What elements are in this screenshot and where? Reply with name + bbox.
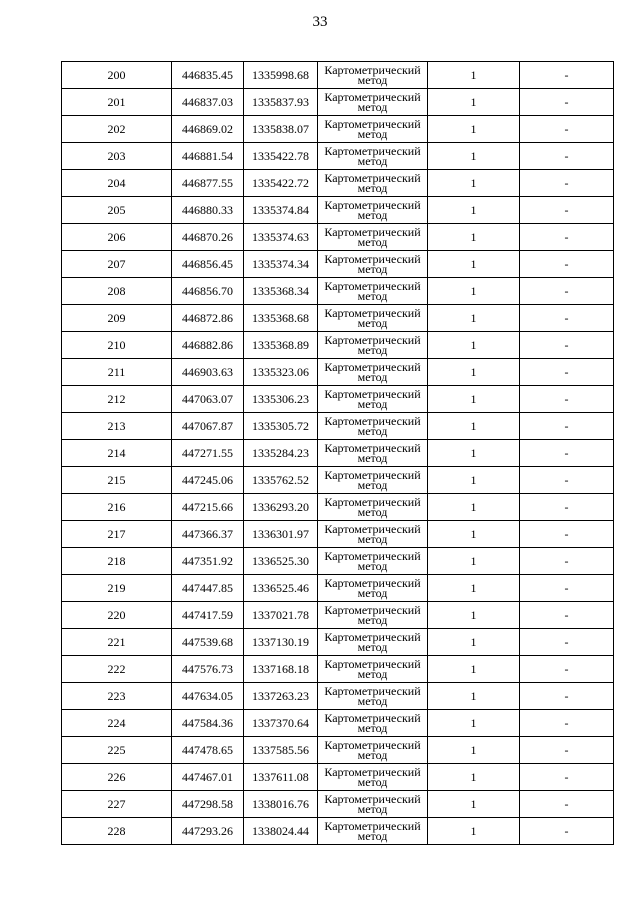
method-cell [318, 494, 428, 521]
table-row [62, 143, 614, 170]
table-row [62, 575, 614, 602]
method-cell [318, 251, 428, 278]
method-line1: Картометрический [324, 657, 421, 671]
x-coordinate-cell: 447417.59 [172, 602, 244, 629]
note-cell: - [520, 197, 614, 224]
method-cell [318, 575, 428, 602]
y-coordinate-cell: 1337370.64 [244, 710, 318, 737]
table-row [62, 494, 614, 521]
method-cell [318, 602, 428, 629]
table-row [62, 629, 614, 656]
y-coordinate-cell: 1335368.34 [244, 278, 318, 305]
x-coordinate-cell: 447215.66 [172, 494, 244, 521]
note-cell: - [520, 89, 614, 116]
y-coordinate-cell: 1337130.19 [244, 629, 318, 656]
method-line2: метод [357, 451, 388, 465]
accuracy-cell: 1 [428, 224, 520, 251]
point-number-cell: 228 [62, 818, 172, 845]
x-coordinate-cell: 447478.65 [172, 737, 244, 764]
note-cell: - [520, 170, 614, 197]
method-cell [318, 548, 428, 575]
x-coordinate-cell: 446835.45 [172, 62, 244, 89]
method-line1: Картометрический [324, 279, 421, 293]
table-row [62, 683, 614, 710]
y-coordinate-cell: 1335284.23 [244, 440, 318, 467]
point-number-cell: 218 [62, 548, 172, 575]
note-cell: - [520, 602, 614, 629]
note-cell: - [520, 467, 614, 494]
point-number-cell: 219 [62, 575, 172, 602]
x-coordinate-cell: 447298.58 [172, 791, 244, 818]
table-row [62, 737, 614, 764]
method-cell [318, 359, 428, 386]
method-cell [318, 629, 428, 656]
accuracy-cell: 1 [428, 62, 520, 89]
method-cell [318, 305, 428, 332]
x-coordinate-cell: 447539.68 [172, 629, 244, 656]
method-line2: метод [357, 586, 388, 600]
table-row [62, 332, 614, 359]
x-coordinate-cell: 447063.07 [172, 386, 244, 413]
y-coordinate-cell: 1335374.84 [244, 197, 318, 224]
point-number-cell: 217 [62, 521, 172, 548]
method-line2: метод [357, 127, 388, 141]
method-line2: метод [357, 613, 388, 627]
method-cell [318, 116, 428, 143]
y-coordinate-cell: 1337021.78 [244, 602, 318, 629]
x-coordinate-cell: 446837.03 [172, 89, 244, 116]
note-cell: - [520, 710, 614, 737]
note-cell: - [520, 791, 614, 818]
accuracy-cell: 1 [428, 278, 520, 305]
y-coordinate-cell: 1335368.89 [244, 332, 318, 359]
method-line2: метод [357, 829, 388, 843]
y-coordinate-cell: 1335368.68 [244, 305, 318, 332]
y-coordinate-cell: 1336525.30 [244, 548, 318, 575]
y-coordinate-cell: 1337611.08 [244, 764, 318, 791]
y-coordinate-cell: 1335305.72 [244, 413, 318, 440]
table-row [62, 251, 614, 278]
y-coordinate-cell: 1335374.34 [244, 251, 318, 278]
method-line1: Картометрический [324, 819, 421, 833]
y-coordinate-cell: 1335306.23 [244, 386, 318, 413]
method-line1: Картометрический [324, 711, 421, 725]
table-row [62, 548, 614, 575]
x-coordinate-cell: 446881.54 [172, 143, 244, 170]
point-number-cell: 226 [62, 764, 172, 791]
method-line1: Картометрический [324, 468, 421, 482]
table-row [62, 764, 614, 791]
method-line1: Картометрический [324, 684, 421, 698]
method-line1: Картометрический [324, 306, 421, 320]
method-line2: метод [357, 802, 388, 816]
method-line2: метод [357, 289, 388, 303]
method-line2: метод [357, 262, 388, 276]
y-coordinate-cell: 1335838.07 [244, 116, 318, 143]
method-cell [318, 278, 428, 305]
method-line1: Картометрический [324, 630, 421, 644]
table-row [62, 521, 614, 548]
method-cell [318, 818, 428, 845]
y-coordinate-cell: 1335762.52 [244, 467, 318, 494]
accuracy-cell: 1 [428, 629, 520, 656]
coordinates-table-body [62, 62, 614, 845]
accuracy-cell: 1 [428, 89, 520, 116]
note-cell: - [520, 305, 614, 332]
table-row [62, 170, 614, 197]
point-number-cell: 224 [62, 710, 172, 737]
table-row [62, 305, 614, 332]
method-line1: Картометрический [324, 144, 421, 158]
accuracy-cell: 1 [428, 791, 520, 818]
point-number-cell: 211 [62, 359, 172, 386]
method-line2: метод [357, 73, 388, 87]
method-cell [318, 710, 428, 737]
accuracy-cell: 1 [428, 818, 520, 845]
y-coordinate-cell: 1337263.23 [244, 683, 318, 710]
method-cell [318, 62, 428, 89]
method-line2: метод [357, 478, 388, 492]
method-line1: Картометрический [324, 360, 421, 374]
accuracy-cell: 1 [428, 656, 520, 683]
point-number-cell: 212 [62, 386, 172, 413]
method-cell [318, 143, 428, 170]
note-cell: - [520, 143, 614, 170]
method-line1: Картометрический [324, 549, 421, 563]
method-line1: Картометрический [324, 333, 421, 347]
note-cell: - [520, 575, 614, 602]
method-line1: Картометрический [324, 117, 421, 131]
y-coordinate-cell: 1335837.93 [244, 89, 318, 116]
accuracy-cell: 1 [428, 413, 520, 440]
method-line1: Картометрический [324, 90, 421, 104]
method-line2: метод [357, 748, 388, 762]
table-row [62, 656, 614, 683]
method-line1: Картометрический [324, 171, 421, 185]
note-cell: - [520, 629, 614, 656]
method-line2: метод [357, 694, 388, 708]
note-cell: - [520, 764, 614, 791]
method-cell [318, 467, 428, 494]
x-coordinate-cell: 447447.85 [172, 575, 244, 602]
note-cell: - [520, 62, 614, 89]
note-cell: - [520, 656, 614, 683]
x-coordinate-cell: 447245.06 [172, 467, 244, 494]
point-number-cell: 208 [62, 278, 172, 305]
method-line1: Картометрический [324, 576, 421, 590]
accuracy-cell: 1 [428, 359, 520, 386]
x-coordinate-cell: 447366.37 [172, 521, 244, 548]
x-coordinate-cell: 446903.63 [172, 359, 244, 386]
x-coordinate-cell: 447067.87 [172, 413, 244, 440]
accuracy-cell: 1 [428, 143, 520, 170]
point-number-cell: 200 [62, 62, 172, 89]
table-row [62, 278, 614, 305]
table-row [62, 413, 614, 440]
table-row [62, 602, 614, 629]
method-line2: метод [357, 370, 388, 384]
table-row [62, 89, 614, 116]
note-cell: - [520, 386, 614, 413]
table-row [62, 440, 614, 467]
note-cell: - [520, 521, 614, 548]
y-coordinate-cell: 1336301.97 [244, 521, 318, 548]
note-cell: - [520, 737, 614, 764]
accuracy-cell: 1 [428, 467, 520, 494]
method-line2: метод [357, 505, 388, 519]
accuracy-cell: 1 [428, 440, 520, 467]
method-cell [318, 197, 428, 224]
method-line2: метод [357, 397, 388, 411]
accuracy-cell: 1 [428, 764, 520, 791]
accuracy-cell: 1 [428, 386, 520, 413]
y-coordinate-cell: 1337585.56 [244, 737, 318, 764]
x-coordinate-cell: 447351.92 [172, 548, 244, 575]
table-row [62, 116, 614, 143]
x-coordinate-cell: 447634.05 [172, 683, 244, 710]
point-number-cell: 227 [62, 791, 172, 818]
accuracy-cell: 1 [428, 548, 520, 575]
method-line1: Картометрический [324, 414, 421, 428]
table-row [62, 224, 614, 251]
method-line1: Картометрический [324, 603, 421, 617]
method-line1: Картометрический [324, 738, 421, 752]
y-coordinate-cell: 1337168.18 [244, 656, 318, 683]
y-coordinate-cell: 1335323.06 [244, 359, 318, 386]
y-coordinate-cell: 1335374.63 [244, 224, 318, 251]
method-line2: метод [357, 532, 388, 546]
y-coordinate-cell: 1338024.44 [244, 818, 318, 845]
note-cell: - [520, 332, 614, 359]
method-line2: метод [357, 559, 388, 573]
x-coordinate-cell: 447467.01 [172, 764, 244, 791]
method-line1: Картометрический [324, 495, 421, 509]
point-number-cell: 213 [62, 413, 172, 440]
method-line1: Картометрический [324, 252, 421, 266]
method-line1: Картометрический [324, 198, 421, 212]
method-line1: Картометрический [324, 765, 421, 779]
x-coordinate-cell: 446856.45 [172, 251, 244, 278]
note-cell: - [520, 440, 614, 467]
point-number-cell: 206 [62, 224, 172, 251]
x-coordinate-cell: 447271.55 [172, 440, 244, 467]
x-coordinate-cell: 447293.26 [172, 818, 244, 845]
accuracy-cell: 1 [428, 521, 520, 548]
table-row [62, 818, 614, 845]
accuracy-cell: 1 [428, 332, 520, 359]
method-cell [318, 170, 428, 197]
point-number-cell: 203 [62, 143, 172, 170]
method-cell [318, 656, 428, 683]
table-row [62, 197, 614, 224]
method-cell [318, 332, 428, 359]
method-line2: метод [357, 154, 388, 168]
note-cell: - [520, 251, 614, 278]
x-coordinate-cell: 446882.86 [172, 332, 244, 359]
point-number-cell: 202 [62, 116, 172, 143]
note-cell: - [520, 413, 614, 440]
point-number-cell: 225 [62, 737, 172, 764]
method-line1: Картометрический [324, 225, 421, 239]
point-number-cell: 209 [62, 305, 172, 332]
note-cell: - [520, 278, 614, 305]
x-coordinate-cell: 446880.33 [172, 197, 244, 224]
y-coordinate-cell: 1335998.68 [244, 62, 318, 89]
accuracy-cell: 1 [428, 575, 520, 602]
y-coordinate-cell: 1336525.46 [244, 575, 318, 602]
note-cell: - [520, 548, 614, 575]
method-line2: метод [357, 100, 388, 114]
note-cell: - [520, 224, 614, 251]
method-line2: метод [357, 667, 388, 681]
accuracy-cell: 1 [428, 494, 520, 521]
method-cell [318, 737, 428, 764]
point-number-cell: 214 [62, 440, 172, 467]
x-coordinate-cell: 446870.26 [172, 224, 244, 251]
page-number: 33 [312, 14, 328, 30]
note-cell: - [520, 116, 614, 143]
method-line2: метод [357, 316, 388, 330]
method-cell [318, 764, 428, 791]
method-line2: метод [357, 343, 388, 357]
point-number-cell: 215 [62, 467, 172, 494]
method-cell [318, 521, 428, 548]
table-row [62, 710, 614, 737]
table-row [62, 791, 614, 818]
method-line1: Картометрический [324, 387, 421, 401]
x-coordinate-cell: 446872.86 [172, 305, 244, 332]
point-number-cell: 205 [62, 197, 172, 224]
accuracy-cell: 1 [428, 683, 520, 710]
x-coordinate-cell: 446869.02 [172, 116, 244, 143]
note-cell: - [520, 359, 614, 386]
method-line2: метод [357, 721, 388, 735]
x-coordinate-cell: 447576.73 [172, 656, 244, 683]
method-line2: метод [357, 208, 388, 222]
method-line1: Картометрический [324, 441, 421, 455]
method-line1: Картометрический [324, 63, 421, 77]
point-number-cell: 201 [62, 89, 172, 116]
accuracy-cell: 1 [428, 116, 520, 143]
method-cell [318, 440, 428, 467]
point-number-cell: 216 [62, 494, 172, 521]
point-number-cell: 220 [62, 602, 172, 629]
accuracy-cell: 1 [428, 602, 520, 629]
y-coordinate-cell: 1335422.72 [244, 170, 318, 197]
accuracy-cell: 1 [428, 170, 520, 197]
accuracy-cell: 1 [428, 737, 520, 764]
note-cell: - [520, 494, 614, 521]
y-coordinate-cell: 1336293.20 [244, 494, 318, 521]
method-cell [318, 413, 428, 440]
point-number-cell: 221 [62, 629, 172, 656]
method-cell [318, 89, 428, 116]
method-line1: Картометрический [324, 522, 421, 536]
method-cell [318, 224, 428, 251]
point-number-cell: 210 [62, 332, 172, 359]
method-cell [318, 386, 428, 413]
method-line2: метод [357, 775, 388, 789]
x-coordinate-cell: 446877.55 [172, 170, 244, 197]
y-coordinate-cell: 1335422.78 [244, 143, 318, 170]
x-coordinate-cell: 447584.36 [172, 710, 244, 737]
table-row [62, 467, 614, 494]
y-coordinate-cell: 1338016.76 [244, 791, 318, 818]
accuracy-cell: 1 [428, 197, 520, 224]
point-number-cell: 207 [62, 251, 172, 278]
method-line1: Картометрический [324, 792, 421, 806]
accuracy-cell: 1 [428, 710, 520, 737]
table-row [62, 386, 614, 413]
accuracy-cell: 1 [428, 305, 520, 332]
point-number-cell: 223 [62, 683, 172, 710]
method-line2: метод [357, 181, 388, 195]
table-row [62, 62, 614, 89]
x-coordinate-cell: 446856.70 [172, 278, 244, 305]
note-cell: - [520, 818, 614, 845]
point-number-cell: 222 [62, 656, 172, 683]
method-line2: метод [357, 424, 388, 438]
method-cell [318, 791, 428, 818]
note-cell: - [520, 683, 614, 710]
method-line2: метод [357, 640, 388, 654]
table-row [62, 359, 614, 386]
method-line2: метод [357, 235, 388, 249]
accuracy-cell: 1 [428, 251, 520, 278]
coordinates-table [61, 61, 614, 845]
point-number-cell: 204 [62, 170, 172, 197]
method-cell [318, 683, 428, 710]
